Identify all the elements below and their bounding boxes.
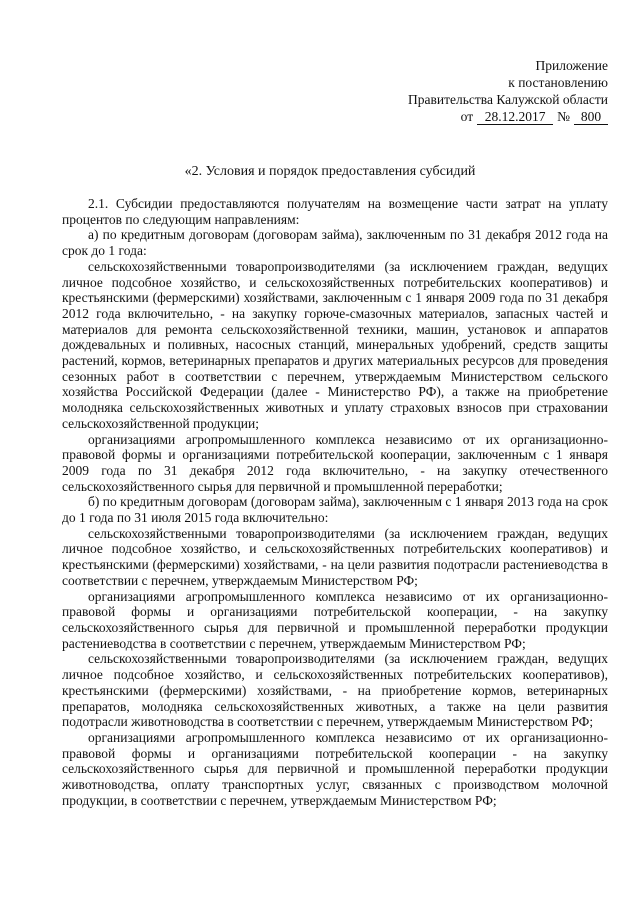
resolution-date: 28.12.2017 — [477, 110, 553, 125]
appendix-label: Приложение — [535, 58, 608, 73]
date-number-line — [348, 108, 608, 125]
paragraph: сельскохозяйственными товаропроизводителями (за исключением граждан, ведущих личное подсобное хозяйство, и сельскохозяйственных потребительских кооперативов), крестьянскими (фермерскими) хозяйствами, - на приобретение кормов, ветеринарных препаратов, молодняка сельскохозяйственных животных, а также на цели развития подотрасли животноводства в соответствии с перечнем, утверждаемым Министерством РФ; — [62, 651, 608, 730]
paragraph: сельскохозяйственными товаропроизводителями (за исключением граждан, ведущих личное подсобное хозяйство, и сельскохозяйственных потребительских кооперативов) и крестьянскими (фермерскими) хозяйствами, - на цели развития подотрасли растениеводства в соответствии с перечнем, утверждаемым Министерством РФ; — [62, 525, 608, 588]
paragraph: б) по кредитным договорам (договорам займа), заключенным с 1 января 2013 года на срок до 1 года по 31 июля 2015 года включительно: — [62, 494, 608, 526]
paragraph: сельскохозяйственными товаропроизводителями (за исключением граждан, ведущих личное подсобное хозяйство, и сельскохозяйственных потребительских кооперативов) и крестьянскими (фермерскими) хозяйствами, заключенным с 1 января 2009 года по 31 декабря 2012 года включительно, - на закупку горюче-смазочных материалов, запасных частей и материалов для ремонта сельскохозяйственной техники, машин, установок и аппаратов дождевальных и поливных, насосных станций, минеральных удобрений, средств защиты растений, кормов, ветеринарных препаратов и других материальных ресурсов для проведения сезонных работ в соответствии с перечнем, утверждаемым Министерством сельского хозяйства Российской Федерации (далее - Министерство РФ), а также на приобретение молодняка сельскохозяйственных животных и уплату страховых взносов при страховании сельскохозяйственной продукции; — [62, 258, 608, 431]
paragraph: 2.1. Субсидии предоставляются получателям на возмещение части затрат на уплату процентов по следующим направлениям: — [62, 196, 608, 227]
number-label: № — [557, 109, 570, 124]
paragraph: организациями агропромышленного комплекса независимо от их организационно-правовой формы и организациями потребительской кооперации - на закупку сельскохозяйственного сырья для первичной и промышленной переработки продукции животноводства, оплату транспортных услуг, связанных с производством молочной продукции, в соответствии с перечнем, утверждаемым Министерством РФ; — [62, 729, 608, 808]
paragraph: а) по кредитным договорам (договорам займа), заключенным по 31 декабря 2012 года на срок до 1 года: — [62, 227, 608, 259]
document-header — [348, 57, 608, 125]
section-title: «2. Условия и порядок предоставления субсидий — [184, 164, 476, 179]
paragraph: организациями агропромышленного комплекса независимо от их организационно-правовой формы и организациями потребительской кооперации, заключенным с 1 января 2009 года по 31 декабря 2012 года включительно, - на закупку отечественного сельскохозяйственного сырья для первичной и промышленной переработки; — [62, 431, 608, 494]
paragraph: организациями агропромышленного комплекса независимо от их организационно-правовой формы и организациями потребительской кооперации, - на закупку сельскохозяйственного сырья для первичной и промышленной переработки продукции растениеводства в соответствии с перечнем, утверждаемым Министерством РФ; — [62, 588, 608, 651]
resolution-number: 800 — [574, 110, 608, 125]
from-label: от — [460, 109, 474, 124]
resolution-label: к постановлению — [508, 75, 608, 90]
government-label: Правительства Калужской области — [407, 92, 608, 107]
document-body — [62, 196, 608, 808]
